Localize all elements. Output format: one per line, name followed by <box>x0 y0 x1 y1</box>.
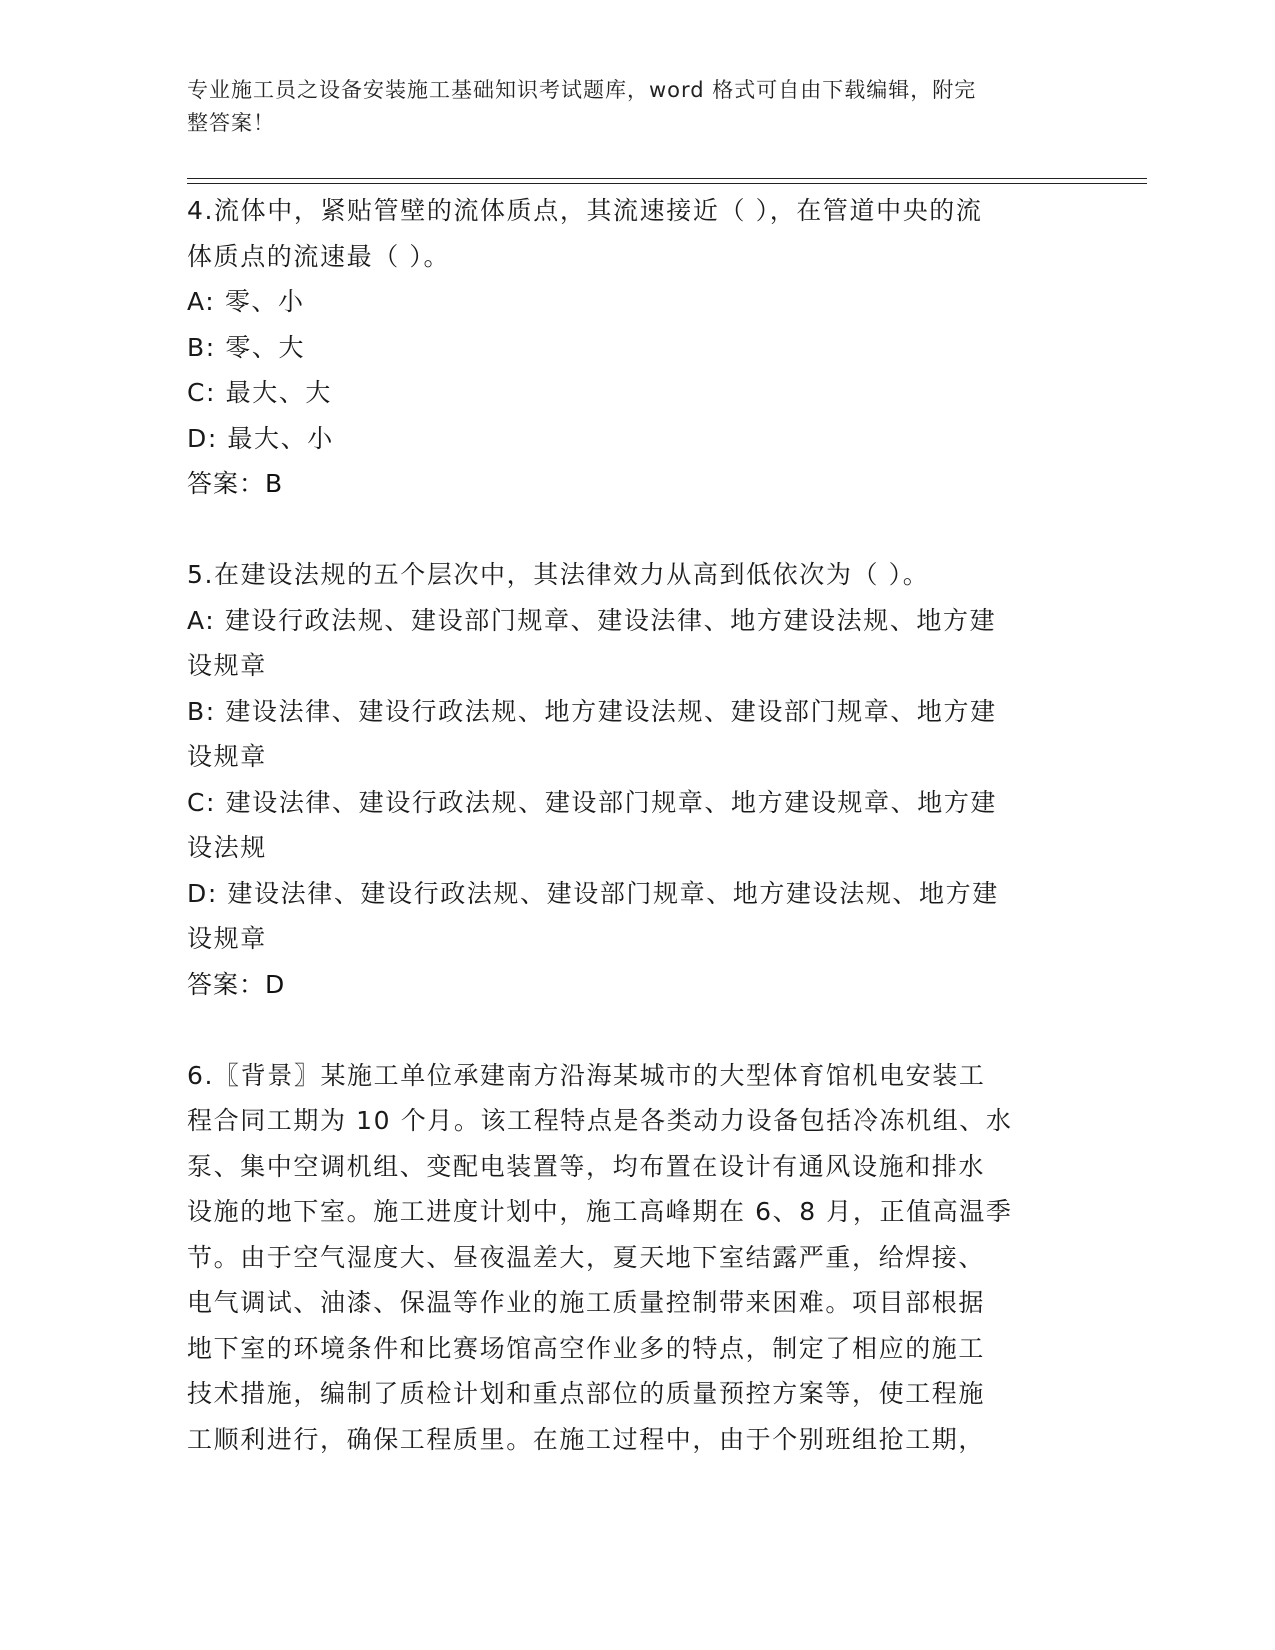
question-stem-line: 技术措施，编制了质检计划和重点部位的质量预控方案等，使工程施 <box>187 1379 986 1408</box>
answer-label: 答案：D <box>187 969 286 999</box>
question-stem-line: 5.在建设法规的五个层次中，其法律效力从高到低依次为（ ）。 <box>187 560 930 589</box>
question-4 <box>187 188 1067 507</box>
question-stem-line: 4.流体中，紧贴管壁的流体质点，其流速接近（ ），在管道中央的流 <box>187 196 983 225</box>
question-stem-line: 泵、集中空调机组、变配电装置等，均布置在设计有通风设施和排水 <box>187 1151 986 1181</box>
question-stem-line: 地下室的环境条件和比赛场馆高空作业多的特点，制定了相应的施工 <box>187 1333 986 1363</box>
question-stem-line: 设施的地下室。施工进度计划中，施工高峰期在 6、8 月，正值高温季 <box>187 1197 1013 1226</box>
question-stem-line: 电气调试、油漆、保温等作业的施工质量控制带来困难。项目部根据 <box>187 1288 986 1317</box>
option-b: B: 零、大 <box>187 332 306 362</box>
option-c: C: 建设法律、建设行政法规、建设部门规章、地方建设规章、地方建 <box>187 787 998 817</box>
header-divider-top <box>187 178 1147 179</box>
option-b-continued: 设规章 <box>187 742 267 771</box>
option-d: D: 最大、小 <box>187 423 334 453</box>
option-a: A: 建设行政法规、建设部门规章、建设法律、地方建设法规、地方建 <box>187 605 997 635</box>
header-divider-bottom <box>187 183 1147 184</box>
option-a: A: 零、小 <box>187 287 305 316</box>
option-d: D: 建设法律、建设行政法规、建设部门规章、地方建设法规、地方建 <box>187 878 999 908</box>
question-stem-line: 工顺利进行，确保工程质里。在施工过程中，由于个别班组抢工期， <box>187 1424 986 1454</box>
option-a-continued: 设规章 <box>187 651 267 680</box>
header-line-2: 整答案！ <box>187 111 275 135</box>
question-stem-line: 程合同工期为 10 个月。该工程特点是各类动力设备包括冷冻机组、水 <box>187 1106 1013 1135</box>
question-stem-line: 节。由于空气湿度大、昼夜温差大，夏天地下室结露严重，给焊接、 <box>187 1242 986 1272</box>
question-6 <box>187 1053 1067 1463</box>
option-c: C: 最大、大 <box>187 378 333 407</box>
answer-label: 答案：B <box>187 469 284 498</box>
document-header <box>187 74 1067 140</box>
question-spacer <box>187 1007 1067 1053</box>
question-spacer <box>187 507 1067 553</box>
option-d-continued: 设规章 <box>187 924 267 953</box>
option-c-continued: 设法规 <box>187 833 267 862</box>
option-b: B: 建设法律、建设行政法规、地方建设法规、建设部门规章、地方建 <box>187 696 997 726</box>
question-5 <box>187 552 1067 1007</box>
question-stem-line: 体质点的流速最（ ）。 <box>187 241 451 271</box>
question-list <box>187 188 1067 1462</box>
header-line-1: 专业施工员之设备安装施工基础知识考试题库，word 格式可自由下载编辑，附完 <box>187 78 977 102</box>
question-stem-line: 6.〖背景〗某施工单位承建南方沿海某城市的大型体育馆机电安装工 <box>187 1060 986 1090</box>
